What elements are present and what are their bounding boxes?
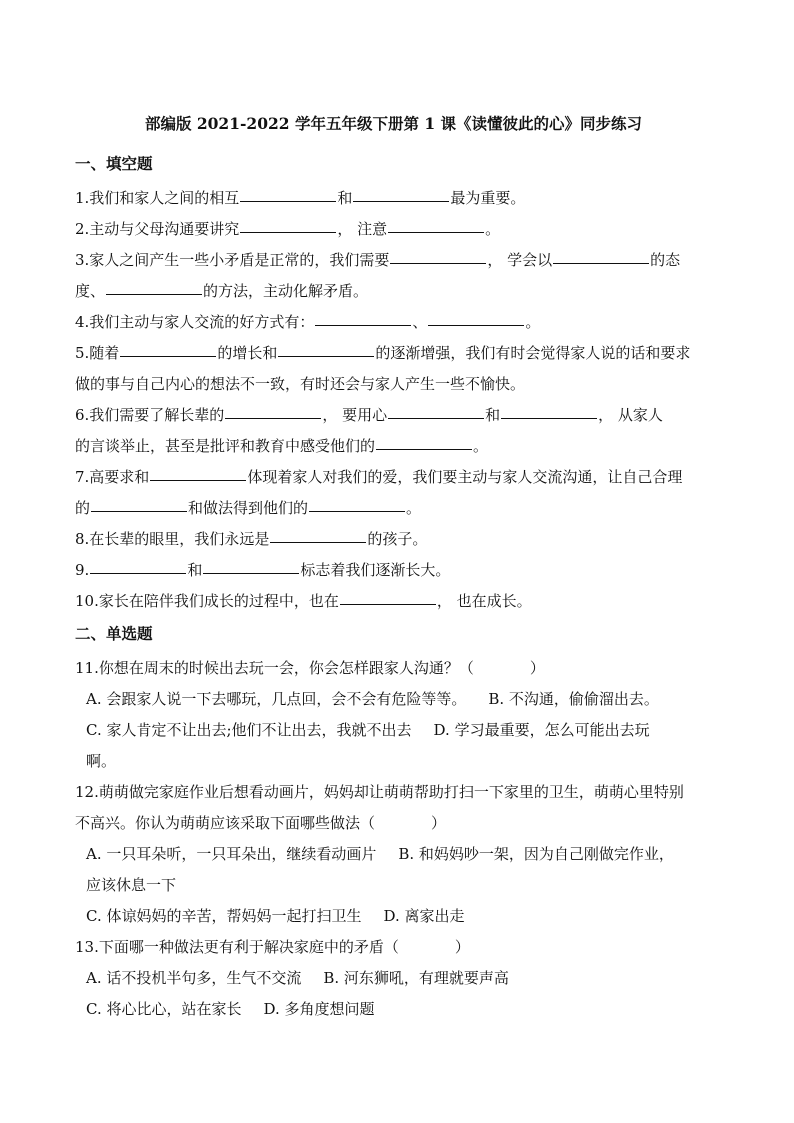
option-c[interactable]: C. 体谅妈妈的辛苦，帮妈妈一起打扫卫生	[86, 907, 362, 925]
worksheet-page	[75, 112, 720, 1025]
text: 的孩子。	[367, 530, 428, 548]
answer-blank[interactable]	[106, 293, 202, 295]
option-a[interactable]: A. 会跟家人说一下去哪玩，几点回，会不会有危险等等。	[86, 690, 467, 708]
option-d-cont: 啊。	[86, 752, 117, 770]
option-d[interactable]: D. 离家出走	[383, 907, 465, 925]
text: 和	[337, 189, 353, 207]
text: 10.家长在陪伴我们成长的过程中，也在	[75, 592, 339, 610]
text: 4.我们主动与家人交流的好方式有：	[75, 313, 315, 331]
option-c[interactable]: C. 将心比心，站在家长	[86, 1000, 242, 1018]
fill-question-6	[75, 400, 720, 431]
options-row	[75, 901, 720, 932]
fill-question-2	[75, 214, 720, 245]
fill-question-8	[75, 524, 720, 555]
text: 的言谈举止，甚至是批评和教育中感受他们的	[75, 437, 376, 455]
options-row	[75, 839, 720, 870]
section-single-heading: 二、单选题	[75, 624, 153, 643]
text: 。	[473, 437, 489, 455]
text: 1.我们和家人之间的相互	[75, 189, 240, 207]
text: 3.家人之间产生一些小矛盾是正常的，我们需要	[75, 251, 390, 269]
options-row	[75, 994, 720, 1025]
option-c[interactable]: C. 家人肯定不让出去;他们不让出去，我就不出去	[86, 721, 412, 739]
option-d[interactable]: D. 多角度想问题	[263, 1000, 375, 1018]
text: 最为重要。	[450, 189, 526, 207]
answer-blank[interactable]	[376, 448, 472, 450]
single-question-11	[75, 653, 720, 684]
answer-blank[interactable]	[388, 417, 484, 419]
text: 7.高要求和	[75, 468, 150, 486]
answer-blank[interactable]	[278, 355, 374, 357]
fill-question-10	[75, 586, 720, 617]
answer-blank[interactable]	[150, 479, 246, 481]
answer-blank[interactable]	[240, 231, 336, 233]
single-question-12: 12.萌萌做完家庭作业后想看动画片，妈妈却让萌萌帮助打扫一下家里的卫生，萌萌心里特别	[75, 783, 684, 801]
option-b-cont: 应该休息一下	[86, 876, 177, 894]
text: 。	[485, 220, 501, 238]
text: ， 要用心	[322, 406, 388, 424]
answer-blank[interactable]	[309, 510, 405, 512]
paren-close: ）	[454, 938, 470, 956]
answer-blank[interactable]	[270, 541, 366, 543]
option-b[interactable]: B. 河东狮吼，有理就要声高	[323, 969, 509, 987]
text: 和做法得到他们的	[188, 499, 309, 517]
answer-blank[interactable]	[553, 262, 649, 264]
text: 的逐渐增强，我们有时会觉得家人说的话和要求	[375, 344, 691, 362]
text: ， 学会以	[487, 251, 553, 269]
fill-question-7	[75, 462, 720, 493]
text: 。	[406, 499, 422, 517]
text: 和	[485, 406, 501, 424]
text: 度、	[75, 282, 106, 300]
fill-question-3-cont	[75, 276, 720, 307]
text: 标志着我们逐渐长大。	[300, 561, 451, 579]
text: ， 注意	[337, 220, 388, 238]
answer-blank[interactable]	[340, 603, 436, 605]
fill-question-4	[75, 307, 720, 338]
text: 做的事与自己内心的想法不一致，有时还会与家人产生一些不愉快。	[75, 375, 526, 393]
text: 体现着家人对我们的爱，我们要主动与家人交流沟通，让自己合理	[247, 468, 683, 486]
answer-blank[interactable]	[390, 262, 486, 264]
text: ， 从家人	[598, 406, 663, 424]
fill-question-3	[75, 245, 720, 276]
options-row	[75, 684, 720, 715]
text: ， 也在成长。	[436, 592, 532, 610]
answer-blank[interactable]	[90, 572, 186, 574]
fill-question-1	[75, 183, 720, 214]
question-stem: 11.你想在周末的时候出去玩一会，你会怎样跟家人沟通？（	[75, 659, 474, 677]
paren-close: ）	[431, 814, 447, 832]
text: 的	[75, 499, 91, 517]
answer-blank[interactable]	[353, 200, 449, 202]
text: 的态	[650, 251, 681, 269]
text: 9.	[75, 561, 90, 579]
question-stem: 13.下面哪一种做法更有利于解决家庭中的矛盾（	[75, 938, 399, 956]
option-d[interactable]: D. 学习最重要，怎么可能出去玩	[433, 721, 650, 739]
answer-blank[interactable]	[225, 417, 321, 419]
single-question-13	[75, 932, 720, 963]
answer-blank[interactable]	[120, 355, 216, 357]
text: 2.主动与父母沟通要讲究	[75, 220, 240, 238]
option-b[interactable]: B. 和妈妈吵一架，因为自己刚做完作业，	[398, 845, 674, 863]
fill-question-6-cont	[75, 431, 720, 462]
answer-blank[interactable]	[315, 324, 411, 326]
text: 。	[525, 313, 541, 331]
text: 5.随着	[75, 344, 120, 362]
text: 、	[412, 313, 428, 331]
answer-blank[interactable]	[501, 417, 597, 419]
text: 8.在长辈的眼里，我们永远是	[75, 530, 270, 548]
page-title: 部编版 2021-2022 学年五年级下册第 1 课《读懂彼此的心》同步练习	[144, 114, 643, 133]
section-fill-heading: 一、填空题	[75, 154, 153, 173]
question-stem: 不高兴。你认为萌萌应该采取下面哪些做法（	[75, 814, 376, 832]
option-a[interactable]: A. 话不投机半句多，生气不交流	[86, 969, 302, 987]
fill-question-7-cont	[75, 493, 720, 524]
options-row	[75, 963, 720, 994]
fill-question-5	[75, 338, 720, 369]
answer-blank[interactable]	[428, 324, 524, 326]
paren-close: ）	[529, 659, 545, 677]
answer-blank[interactable]	[203, 572, 299, 574]
fill-question-5-cont	[75, 369, 720, 400]
option-a[interactable]: A. 一只耳朵听，一只耳朵出，继续看动画片	[86, 845, 377, 863]
answer-blank[interactable]	[388, 231, 484, 233]
options-row	[75, 715, 720, 746]
text: 的增长和	[217, 344, 278, 362]
fill-question-9	[75, 555, 720, 586]
single-question-12-cont	[75, 808, 720, 839]
option-b[interactable]: B. 不沟通，偷偷溜出去。	[488, 690, 659, 708]
text: 和	[187, 561, 203, 579]
text: 6.我们需要了解长辈的	[75, 406, 225, 424]
answer-blank[interactable]	[240, 200, 336, 202]
answer-blank[interactable]	[91, 510, 187, 512]
text: 的方法，主动化解矛盾。	[203, 282, 369, 300]
